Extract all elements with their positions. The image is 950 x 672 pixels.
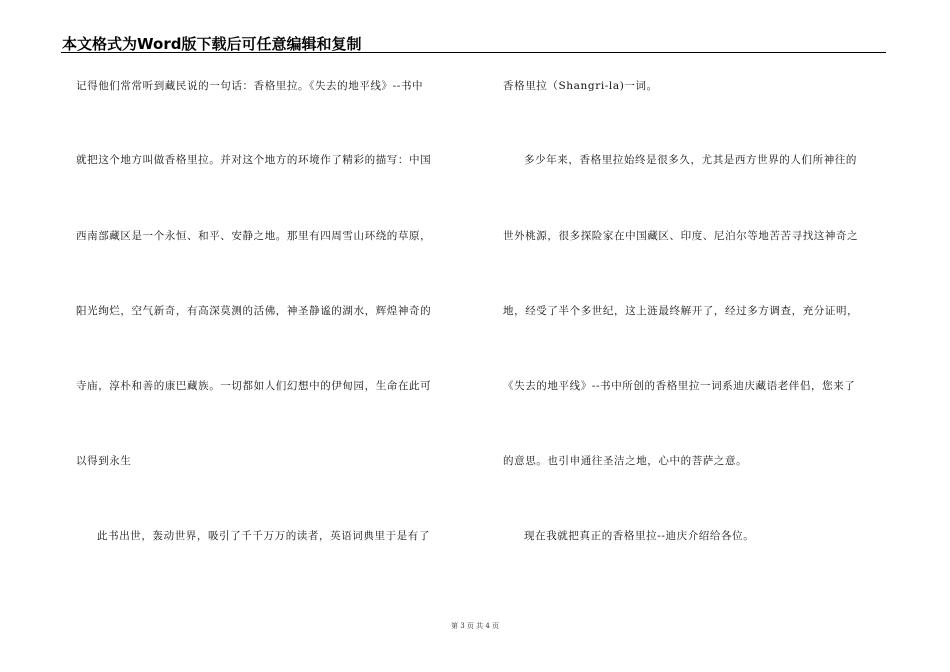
page-number-footer: 第 3 页 共 4 页 (450, 622, 500, 630)
document-header-title: 本文格式为Word版下载后可任意编辑和复制 (62, 35, 362, 53)
header-divider (61, 52, 886, 53)
text-line: 阳光绚烂，空气新奇，有高深莫测的活佛，神圣静谧的湖水，辉煌神奇的 (76, 305, 432, 317)
text-line: 现在我就把真正的香格里拉--迪庆介绍给各位。 (524, 530, 755, 542)
text-line: 多少年来，香格里拉始终是很多久，尤其是西方世界的人们所神往的 (524, 154, 857, 166)
text-line: 就把这个地方叫做香格里拉。并对这个地方的环境作了精彩的描写：中国 (76, 154, 432, 166)
text-line: 寺庙，淳朴和善的康巴藏族。一切都如人们幻想中的伊甸园，生命在此可 (76, 380, 432, 392)
text-line: 世外桃源，很多探险家在中国藏区、印度、尼泊尔等地苦苦寻找这神奇之 (503, 230, 859, 242)
text-line: 记得他们常常听到藏民说的一句话：香格里拉。《失去的地平线》--书中 (76, 80, 424, 92)
text-line: 地，经受了半个多世纪，这上涟最终解开了，经过多方调查，充分证明， (503, 305, 859, 317)
text-line: 《失去的地平线》--书中所创的香格里拉一词系迪庆藏语老伴侣，您来了 (503, 380, 856, 392)
text-line: 的意思。也引申通往圣洁之地，心中的菩萨之意。 (503, 455, 748, 467)
text-line: 香格里拉（Shangri-la)一词。 (503, 80, 658, 92)
text-line: 以得到永生 (76, 455, 132, 467)
text-line: 此书出世，轰动世界，吸引了千千万万的读者，英语词典里于是有了 (97, 530, 430, 542)
text-line: 西南部藏区是一个永恒、和平、安静之地。那里有四周雪山环绕的草原， (76, 230, 432, 242)
